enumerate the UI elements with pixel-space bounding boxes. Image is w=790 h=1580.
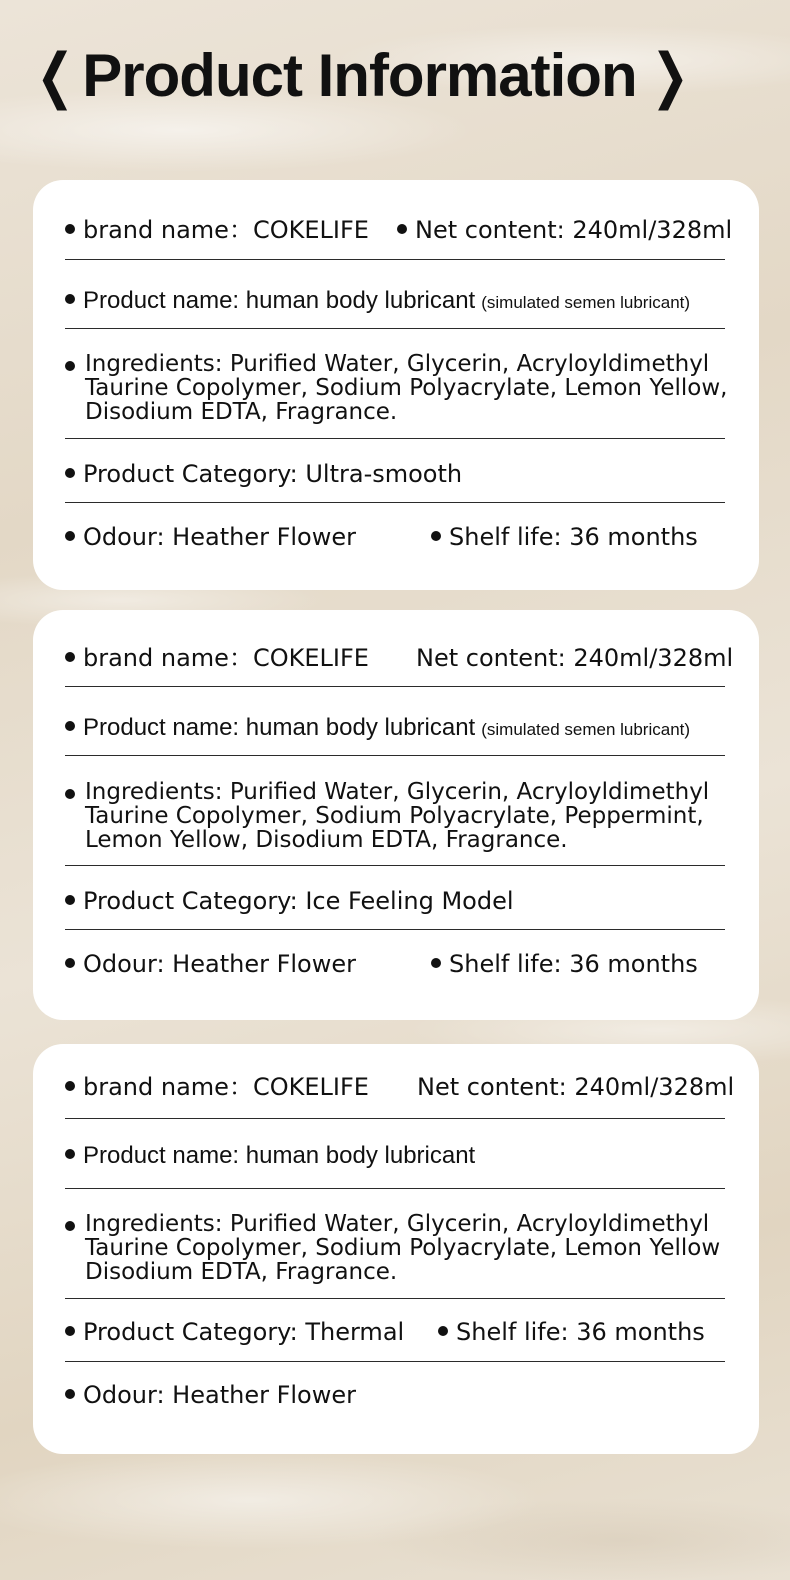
odour-item xyxy=(65,524,356,550)
odour-item xyxy=(65,1382,356,1408)
net-content-text: Net content: 240ml/328ml xyxy=(417,1073,735,1101)
bullet-icon xyxy=(397,224,407,234)
net-content-item xyxy=(417,1074,734,1100)
product-name-text: Product name: human body lubricant xyxy=(83,714,476,741)
product-card-ice-feeling xyxy=(33,610,759,1020)
bullet-icon xyxy=(65,531,75,541)
bullet-icon xyxy=(65,652,75,662)
ingredients-text: Ingredients: Purified Water, Glycerin, Acryloyldimethyl Taurine Copolymer, Sodium Polyacrylate, Lemon Yellow Disodium EDTA, Fragrance. xyxy=(85,1211,721,1285)
brand-name-text: brand name：COKELIFE xyxy=(83,1073,369,1101)
net-content-item xyxy=(416,645,733,671)
brand-item xyxy=(65,645,369,671)
net-content-text: Net content: 240ml/328ml xyxy=(415,216,733,244)
brand-name-text: brand name：COKELIFE xyxy=(83,644,369,672)
bullet-icon xyxy=(65,1221,75,1231)
shelf-life-item xyxy=(438,1319,705,1345)
divider xyxy=(65,502,725,503)
product-name-item xyxy=(65,287,690,316)
category-item xyxy=(65,888,514,914)
bullet-icon xyxy=(65,721,75,731)
product-name-item xyxy=(65,1142,475,1169)
shelf-life-text: Shelf life: 36 months xyxy=(449,523,698,551)
ingredients-item xyxy=(65,780,745,852)
divider xyxy=(65,929,725,930)
shelf-life-item xyxy=(431,524,698,550)
bullet-icon xyxy=(65,1326,75,1336)
product-name-note: (simulated semen lubricant) xyxy=(481,293,691,312)
bullet-icon xyxy=(65,1081,75,1091)
product-name-item xyxy=(65,714,690,743)
odour-text: Odour: Heather Flower xyxy=(83,950,356,978)
bullet-icon xyxy=(65,958,75,968)
divider xyxy=(65,1361,725,1362)
divider xyxy=(65,686,725,687)
ingredients-item xyxy=(65,352,745,424)
ingredients-text: Ingredients: Purified Water, Glycerin, Acryloyldimethyl Taurine Copolymer, Sodium Polyacrylate, Lemon Yellow, Disodium EDTA, Fragrance. xyxy=(85,351,728,425)
odour-text: Odour: Heather Flower xyxy=(83,1381,356,1409)
product-card-thermal xyxy=(33,1044,759,1454)
brand-name-text: brand name：COKELIFE xyxy=(83,216,369,244)
category-item xyxy=(65,461,462,487)
bullet-icon xyxy=(65,294,75,304)
page-header xyxy=(30,36,695,116)
brand-item xyxy=(65,1074,369,1100)
divider xyxy=(65,1298,725,1299)
category-text: Product Category: Thermal xyxy=(83,1318,405,1346)
divider xyxy=(65,1188,725,1189)
bullet-icon xyxy=(65,1389,75,1399)
category-item xyxy=(65,1319,404,1345)
bullet-icon xyxy=(65,789,75,799)
category-text: Product Category: Ultra-smooth xyxy=(83,460,463,488)
divider xyxy=(65,438,725,439)
bullet-icon xyxy=(431,958,441,968)
shelf-life-item xyxy=(431,951,698,977)
ingredients-text: Ingredients: Purified Water, Glycerin, Acryloyldimethyl Taurine Copolymer, Sodium Polyacrylate, Peppermint, Lemon Yellow, Disodium EDTA, Fragrance. xyxy=(85,779,710,853)
net-content-item xyxy=(397,217,732,243)
brand-item xyxy=(65,217,369,243)
bullet-icon xyxy=(431,531,441,541)
page-title: Product Information xyxy=(82,42,637,109)
divider xyxy=(65,259,725,260)
product-name-text: Product name: human body lubricant xyxy=(83,1142,476,1169)
bullet-icon xyxy=(65,1149,75,1159)
divider xyxy=(65,1118,725,1119)
divider xyxy=(65,328,725,329)
ingredients-item xyxy=(65,1212,745,1284)
bullet-icon xyxy=(65,895,75,905)
product-name-note: (simulated semen lubricant) xyxy=(481,720,691,739)
bullet-icon xyxy=(65,468,75,478)
bullet-icon xyxy=(438,1326,448,1336)
shelf-life-text: Shelf life: 36 months xyxy=(456,1318,705,1346)
bullet-icon xyxy=(65,224,75,234)
bullet-icon xyxy=(65,361,75,371)
product-name-text: Product name: human body lubricant xyxy=(83,287,476,314)
odour-text: Odour: Heather Flower xyxy=(83,523,356,551)
left-brace-icon: ❮ xyxy=(36,41,74,111)
net-content-text: Net content: 240ml/328ml xyxy=(416,644,734,672)
divider xyxy=(65,865,725,866)
right-brace-icon: ❯ xyxy=(650,41,689,111)
category-text: Product Category: Ice Feeling Model xyxy=(83,887,514,915)
odour-item xyxy=(65,951,356,977)
divider xyxy=(65,755,725,756)
product-card-ultra-smooth xyxy=(33,180,759,590)
shelf-life-text: Shelf life: 36 months xyxy=(449,950,698,978)
